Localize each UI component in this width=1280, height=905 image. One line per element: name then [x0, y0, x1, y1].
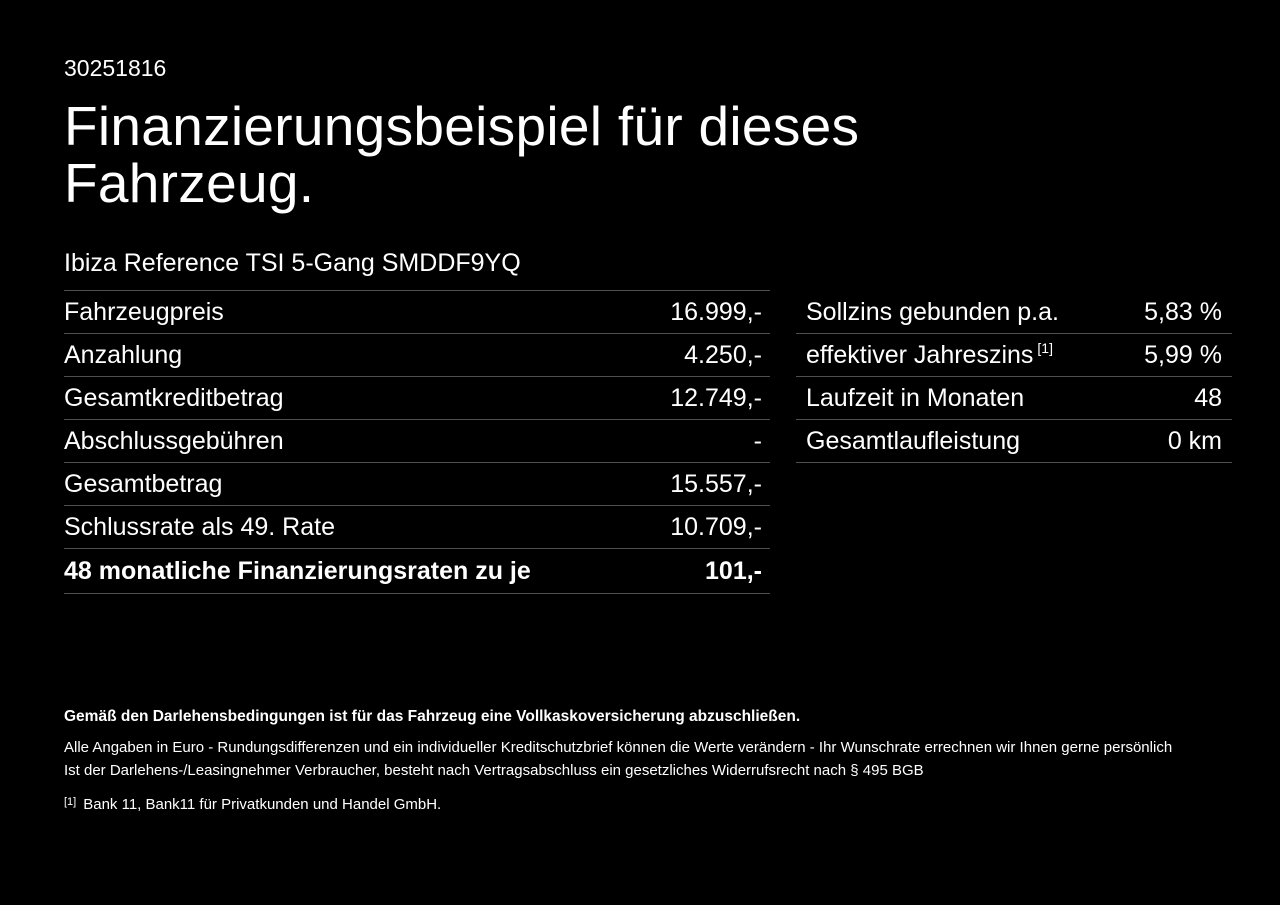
table-row: [796, 334, 1232, 377]
footnote: [64, 791, 1232, 816]
table-row: [796, 291, 1232, 334]
row-label: effektiver Jahreszins [1]: [806, 340, 1053, 369]
page-title: [64, 95, 1232, 214]
footnote-marker: [1]: [64, 796, 77, 808]
row-value: 48: [1194, 383, 1222, 412]
table-row: [796, 377, 1232, 420]
footer-disclaimers: [64, 708, 1232, 816]
row-label: 48 monatliche Finanzierungsraten zu je: [64, 556, 531, 585]
table-row: [64, 334, 770, 377]
financing-column: [64, 248, 770, 594]
row-value: -: [753, 426, 762, 455]
row-label: Anzahlung: [64, 340, 183, 369]
row-label: Gesamtbetrag: [64, 469, 223, 498]
row-value: 5,99 %: [1144, 340, 1222, 369]
tables-section: [64, 248, 1232, 594]
conditions-column: [796, 291, 1232, 463]
row-value: 0 km: [1167, 426, 1222, 455]
row-value: 12.749,-: [670, 383, 762, 412]
financing-table: [64, 291, 770, 594]
vehicle-model-heading: Ibiza Reference TSI 5-Gang SMDDF9YQ: [64, 248, 770, 291]
table-row: [64, 377, 770, 420]
document-id: 30251816: [64, 55, 167, 81]
table-row: [64, 291, 770, 334]
row-value: 101,-: [705, 556, 762, 585]
disclaimer-line-1: Alle Angaben in Euro - Rundungsdifferenzen und ein individueller Kreditschutzbrief können die Werte verändern - Ihr Wunschrate errechnen wir Ihnen gerne persönlich: [64, 739, 1173, 756]
table-row: [64, 506, 770, 549]
row-label: Gesamtlaufleistung: [806, 426, 1021, 455]
row-label: Fahrzeugpreis: [64, 297, 224, 326]
footnote-ref: [1]: [1037, 340, 1053, 357]
row-label: Sollzins gebunden p.a.: [806, 297, 1059, 326]
row-value: 5,83 %: [1144, 297, 1222, 326]
page-title-line1: Finanzierungsbeispiel für dieses: [64, 95, 860, 157]
row-value: 10.709,-: [670, 512, 762, 541]
row-value: 15.557,-: [670, 469, 762, 498]
footnote-text: Bank 11, Bank11 für Privatkunden und Handel GmbH.: [83, 796, 442, 813]
table-row: [64, 420, 770, 463]
row-label: Laufzeit in Monaten: [806, 383, 1025, 412]
disclaimer-line-2: Ist der Darlehens-/Leasingnehmer Verbraucher, besteht nach Vertragsabschluss ein gesetzliches Widerrufsrecht nach § 495 BGB: [64, 762, 924, 779]
table-row: [64, 463, 770, 506]
row-label: Gesamtkreditbetrag: [64, 383, 284, 412]
table-row: [64, 549, 770, 594]
table-row: [796, 420, 1232, 463]
page-title-line2: Fahrzeug.: [64, 152, 315, 214]
row-value: 16.999,-: [670, 297, 762, 326]
row-label: Schlussrate als 49. Rate: [64, 512, 335, 541]
insurance-note: Gemäß den Darlehensbedingungen ist für das Fahrzeug eine Vollkaskoversicherung abzuschließen.: [64, 708, 801, 725]
row-value: 4.250,-: [684, 340, 762, 369]
row-label: Abschlussgebühren: [64, 426, 284, 455]
conditions-table: [796, 291, 1232, 463]
